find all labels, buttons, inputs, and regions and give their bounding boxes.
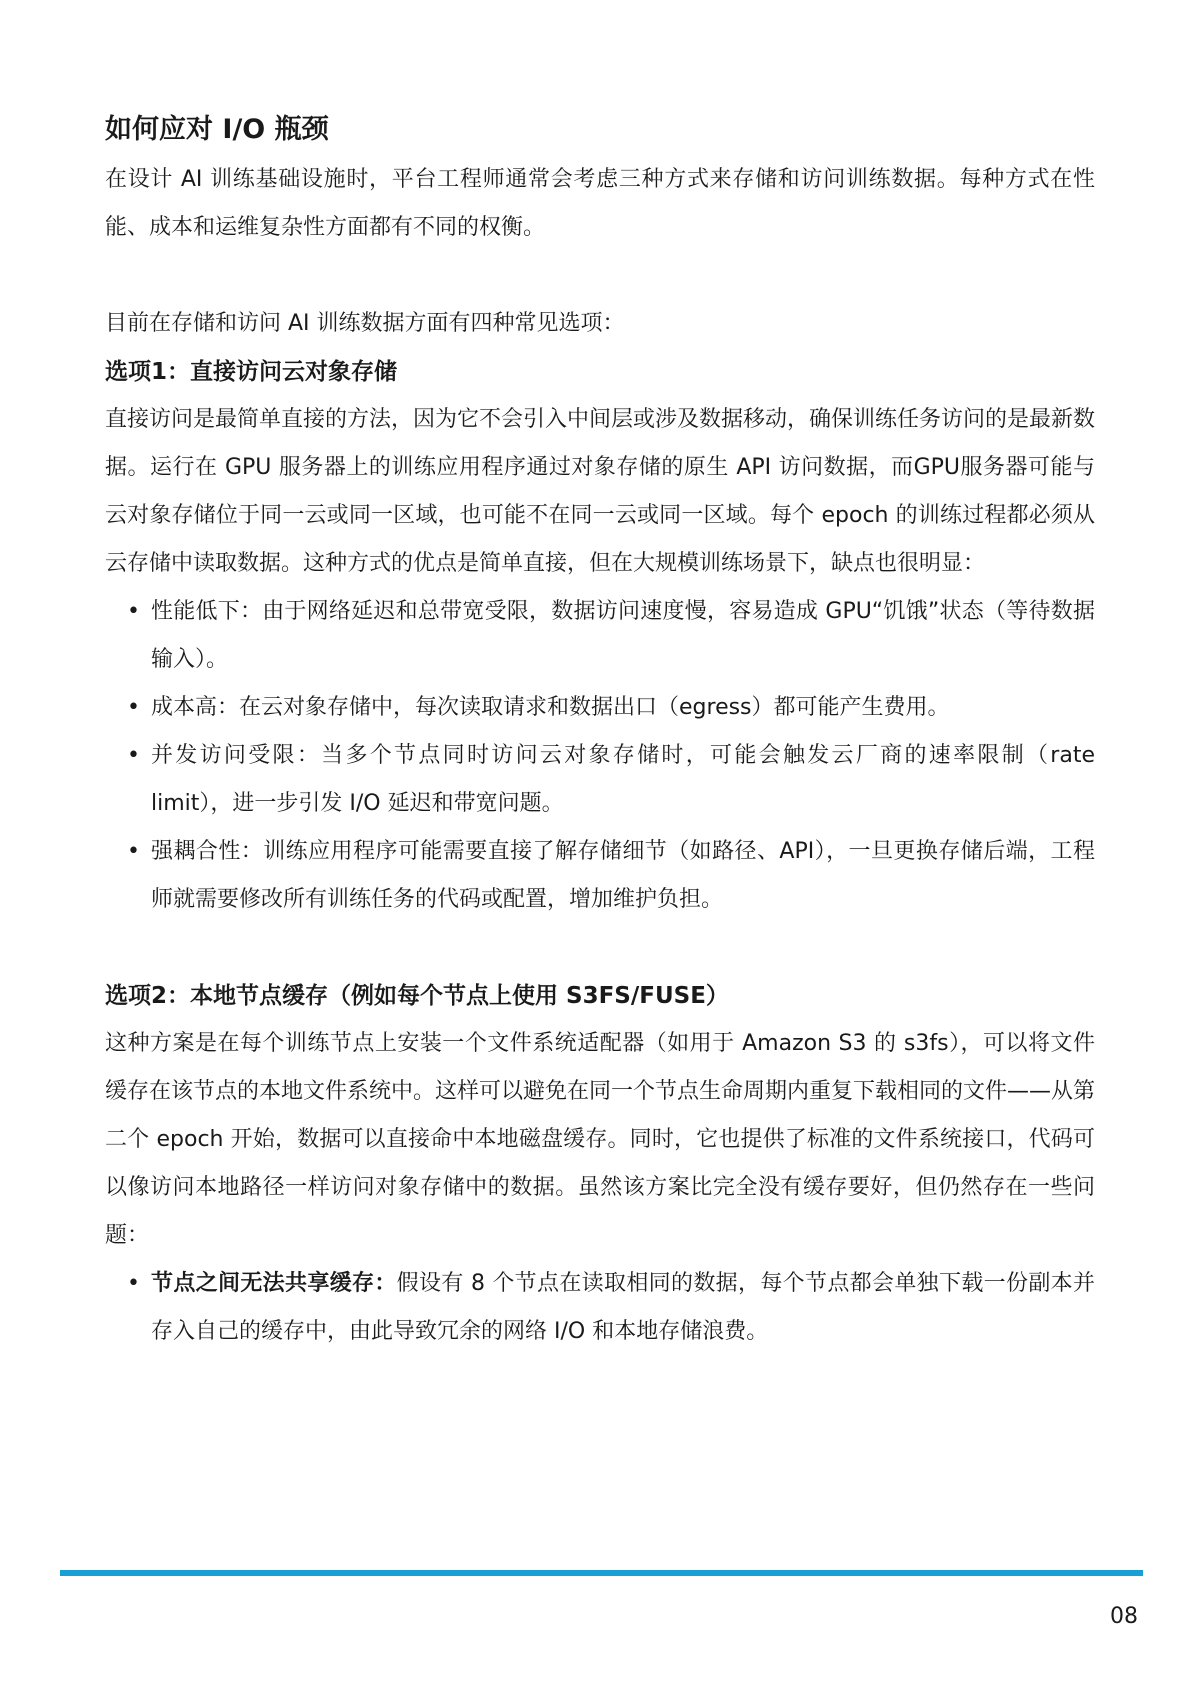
option1-list (105, 588, 1095, 924)
list-item (127, 1260, 1095, 1356)
lead-paragraph: 目前在存储和访问 AI 训练数据方面有四种常见选项： (105, 311, 625, 336)
bullet-icon: • (127, 743, 140, 768)
list-item-text: 强耦合性：训练应用程序可能需要直接了解存储细节（如路径、API），一旦更换存储后端，工程师就需要修改所有训练任务的代码或配置，增加维护负担。 (151, 839, 1095, 912)
section-title: 如何应对 I/O 瓶颈 (105, 114, 329, 145)
bullet-icon: • (127, 1271, 140, 1296)
list-item (127, 684, 1095, 732)
option1-heading: 选项1：直接访问云对象存储 (105, 359, 398, 385)
bullet-icon: • (127, 599, 140, 624)
page-content (105, 108, 1095, 1356)
option2-heading: 选项2：本地节点缓存（例如每个节点上使用 S3FS/FUSE） (105, 983, 729, 1009)
page-number: 08 (1110, 1604, 1138, 1629)
list-item (127, 588, 1095, 684)
option2-list (105, 1260, 1095, 1356)
list-item-text: 假设有 8 个节点在读取相同的数据，每个节点都会单独下载一份副本并存入自己的缓存中，由此导致冗余的网络 I/O 和本地存储浪费。 (151, 1271, 1095, 1344)
list-item-bold-lead: 节点之间无法共享缓存： (151, 1271, 397, 1296)
option1-paragraph: 直接访问是最简单直接的方法，因为它不会引入中间层或涉及数据移动，确保训练任务访问的是最新数据。运行在 GPU 服务器上的训练应用程序通过对象存储的原生 API 访问数据，而GPU服务器可能与云对象存储位于同一云或同一区域，也可能不在同一云或同一区域。每个 epoch 的训练过程都必须从云存储中读取数据。这种方式的优点是简单直接，但在大规模训练场景下，缺点也很明显： (105, 407, 1096, 576)
bullet-icon: • (127, 695, 140, 720)
option2-paragraph: 这种方案是在每个训练节点上安装一个文件系统适配器（如用于 Amazon S3 的 s3fs），可以将文件缓存在该节点的本地文件系统中。这样可以避免在同一个节点生命周期内重复下载相同的文件——从第二个 epoch 开始，数据可以直接命中本地磁盘缓存。同时，它也提供了标准的文件系统接口，代码可以像访问本地路径一样访问对象存储中的数据。虽然该方案比完全没有缓存要好，但仍然存在一些问题： (105, 1031, 1096, 1248)
list-item-text: 成本高：在云对象存储中，每次读取请求和数据出口（egress）都可能产生费用。 (151, 695, 950, 720)
intro-paragraph: 在设计 AI 训练基础设施时，平台工程师通常会考虑三种方式来存储和访问训练数据。每种方式在性能、成本和运维复杂性方面都有不同的权衡。 (105, 167, 1095, 240)
bullet-icon: • (127, 839, 140, 864)
footer-divider (60, 1570, 1143, 1576)
list-item (127, 828, 1095, 924)
list-item (127, 732, 1095, 828)
list-item-text: 并发访问受限：当多个节点同时访问云对象存储时，可能会触发云厂商的速率限制（rate limit），进一步引发 I/O 延迟和带宽问题。 (151, 743, 1095, 816)
list-item-text: 性能低下：由于网络延迟和总带宽受限，数据访问速度慢，容易造成 GPU“饥饿”状态（等待数据输入）。 (151, 599, 1095, 672)
